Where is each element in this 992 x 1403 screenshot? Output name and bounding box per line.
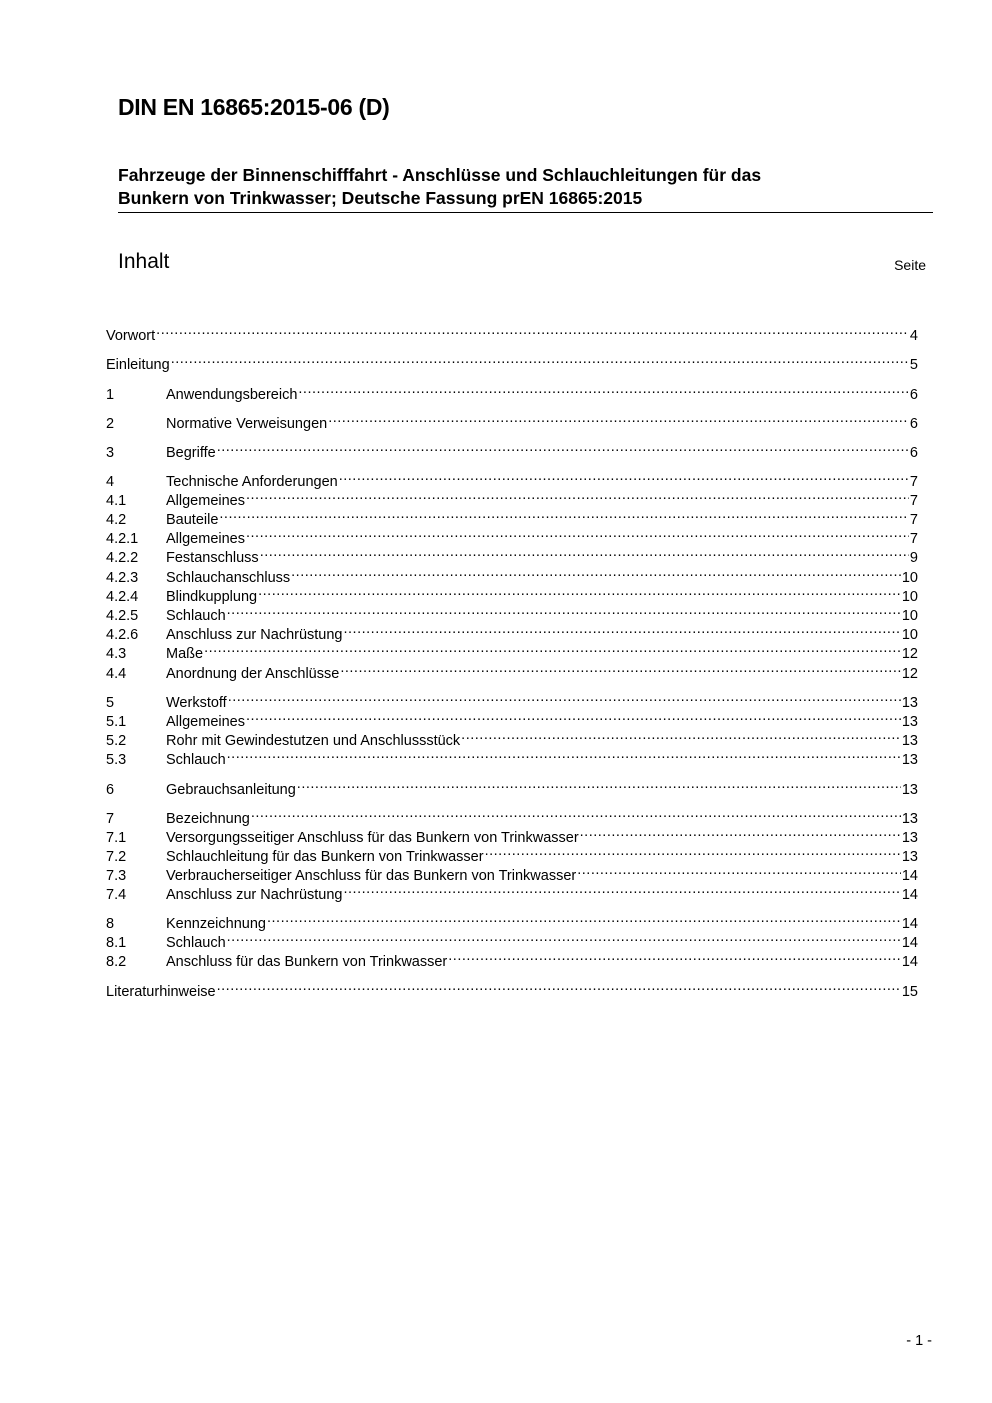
toc-dot-leader xyxy=(227,601,901,620)
toc-entry-page: 13 xyxy=(901,714,918,730)
toc-entry[interactable] xyxy=(106,620,918,643)
toc-entry[interactable] xyxy=(106,321,918,344)
toc-entry[interactable] xyxy=(106,467,918,490)
toc-entry[interactable] xyxy=(106,804,918,827)
subtitle-line-2: Bunkern von Trinkwasser; Deutsche Fassung prEN 16865:2015 xyxy=(118,188,643,208)
toc-entry-page: 13 xyxy=(901,830,918,846)
toc-heading: Inhalt xyxy=(118,250,170,273)
toc-entry-page: 7 xyxy=(909,493,918,509)
toc-entry-number: 7.4 xyxy=(106,887,127,903)
toc-entry[interactable] xyxy=(106,726,918,749)
toc-entry-title: Begriffe xyxy=(166,445,216,461)
toc-entry[interactable] xyxy=(106,563,918,586)
toc-entry[interactable] xyxy=(106,977,918,1000)
toc-entry-page: 13 xyxy=(901,811,918,827)
toc-entry-title: Verbraucherseitiger Anschluss für das Bunkern von Trinkwasser xyxy=(166,868,577,884)
toc-dot-leader xyxy=(267,909,901,928)
toc-entry[interactable] xyxy=(106,639,918,662)
toc-entry-title: Schlauchanschluss xyxy=(166,570,291,586)
toc-dot-leader xyxy=(291,563,901,582)
toc-entry[interactable] xyxy=(106,861,918,884)
toc-entry-title: Allgemeines xyxy=(166,714,245,730)
toc-dot-leader xyxy=(219,505,909,524)
toc-entry-page: 12 xyxy=(901,666,918,682)
toc-entry-title: Festanschluss xyxy=(166,550,259,566)
toc-entry-page: 14 xyxy=(901,887,918,903)
toc-entry-number: 4.2.6 xyxy=(106,627,139,643)
toc-entry-number: 4.2.3 xyxy=(106,570,139,586)
toc-dot-leader xyxy=(156,321,909,340)
toc-entry-number: 5 xyxy=(106,695,115,711)
toc-entry-page: 12 xyxy=(901,646,918,662)
toc-entry-title: Schlauch xyxy=(166,935,226,951)
toc-dot-leader xyxy=(344,620,901,639)
toc-entry-page: 13 xyxy=(901,695,918,711)
toc-entry[interactable] xyxy=(106,880,918,903)
toc-entry-title: Anwendungsbereich xyxy=(166,387,298,403)
toc-entry-number: 3 xyxy=(106,445,115,461)
toc-entry[interactable] xyxy=(106,380,918,403)
toc-dot-leader xyxy=(344,880,901,899)
toc-dot-leader xyxy=(204,639,901,658)
toc-entry[interactable] xyxy=(106,350,918,373)
toc-entry-number: 2 xyxy=(106,416,115,432)
toc-entry-title: Bezeichnung xyxy=(166,811,250,827)
toc-entry-title: Anschluss zur Nachrüstung xyxy=(166,627,343,643)
toc-entry-number: 8 xyxy=(106,916,115,932)
toc-entry-title: Anschluss für das Bunkern von Trinkwasser xyxy=(166,954,448,970)
toc-entry-title: Rohr mit Gewindestutzen und Anschlussstück xyxy=(166,733,461,749)
toc-entry-page: 10 xyxy=(901,608,918,624)
toc-dot-leader xyxy=(580,823,901,842)
toc-entry-title: Schlauch xyxy=(166,608,226,624)
toc-dot-leader xyxy=(328,409,909,428)
toc-entry[interactable] xyxy=(106,947,918,970)
toc-entry-number: 4.2.5 xyxy=(106,608,139,624)
toc-entry[interactable] xyxy=(106,601,918,624)
toc-entry-page: 10 xyxy=(901,570,918,586)
toc-entry-title: Normative Verweisungen xyxy=(166,416,328,432)
toc-entry-page: 10 xyxy=(901,589,918,605)
toc-entry-number: 7.3 xyxy=(106,868,127,884)
toc-entry-page: 13 xyxy=(901,733,918,749)
toc-dot-leader xyxy=(339,467,909,486)
toc-entry-number: 7.2 xyxy=(106,849,127,865)
toc-entry-title: Anschluss zur Nachrüstung xyxy=(166,887,343,903)
toc-entry-page: 9 xyxy=(909,550,918,566)
toc-entry-page: 14 xyxy=(901,868,918,884)
toc-entry-page: 14 xyxy=(901,935,918,951)
toc-dot-leader xyxy=(461,726,901,745)
toc-dot-leader xyxy=(246,486,909,505)
toc-dot-leader xyxy=(171,350,909,369)
toc-entry-title: Einleitung xyxy=(106,357,170,373)
toc-entry-title: Schlauch xyxy=(166,752,226,768)
toc-entry-page: 6 xyxy=(909,416,918,432)
toc-entry[interactable] xyxy=(106,543,918,566)
toc-entry[interactable] xyxy=(106,775,918,798)
toc-entry-title: Technische Anforderungen xyxy=(166,474,338,490)
toc-entry[interactable] xyxy=(106,909,918,932)
toc-dot-leader xyxy=(577,861,901,880)
toc-entry-page: 15 xyxy=(901,984,918,1000)
toc-entry[interactable] xyxy=(106,928,918,951)
toc-dot-leader xyxy=(227,745,901,764)
toc-entry-title: Allgemeines xyxy=(166,493,245,509)
toc-entry-number: 4.1 xyxy=(106,493,127,509)
toc-entry-page: 5 xyxy=(909,357,918,373)
toc-entry-title: Anordnung der Anschlüsse xyxy=(166,666,340,682)
toc-entry[interactable] xyxy=(106,823,918,846)
toc-entry-page: 6 xyxy=(909,387,918,403)
toc-entry-number: 5.3 xyxy=(106,752,127,768)
toc-dot-leader xyxy=(260,543,909,562)
toc-entry[interactable] xyxy=(106,438,918,461)
toc-dot-leader xyxy=(485,842,901,861)
toc-entry[interactable] xyxy=(106,505,918,528)
toc-dot-leader xyxy=(217,977,901,996)
toc-entry-number: 4.4 xyxy=(106,666,127,682)
toc-entry-number: 1 xyxy=(106,387,115,403)
document-title: DIN EN 16865:2015-06 (D) xyxy=(118,94,390,120)
toc-entry-page: 13 xyxy=(901,849,918,865)
toc-page-label: Seite xyxy=(894,257,926,273)
toc-dot-leader xyxy=(246,524,909,543)
toc-entry-title: Gebrauchsanleitung xyxy=(166,782,296,798)
toc-entry-title: Maße xyxy=(166,646,204,662)
toc-entry[interactable] xyxy=(106,707,918,730)
toc-dot-leader xyxy=(258,582,901,601)
toc-entry-number: 5.1 xyxy=(106,714,127,730)
toc-entry-title: Blindkupplung xyxy=(166,589,258,605)
toc-entry-title: Allgemeines xyxy=(166,531,245,547)
toc-dot-leader xyxy=(228,688,901,707)
toc-entry-page: 6 xyxy=(909,445,918,461)
toc-entry-page: 7 xyxy=(909,512,918,528)
toc-entry[interactable] xyxy=(106,659,918,682)
toc-entry-title: Schlauchleitung für das Bunkern von Trinkwasser xyxy=(166,849,484,865)
page-number: - 1 - xyxy=(906,1333,932,1349)
subtitle-line-1: Fahrzeuge der Binnenschifffahrt - Anschlüsse und Schlauchleitungen für das xyxy=(118,165,762,185)
toc-dot-leader xyxy=(298,380,909,399)
table-of-contents xyxy=(106,0,918,1403)
toc-dot-leader xyxy=(340,659,901,678)
toc-entry-number: 4.3 xyxy=(106,646,127,662)
toc-dot-leader xyxy=(297,775,901,794)
toc-entry-page: 13 xyxy=(901,752,918,768)
toc-entry-number: 4 xyxy=(106,474,115,490)
toc-entry-number: 8.1 xyxy=(106,935,127,951)
toc-entry[interactable] xyxy=(106,486,918,509)
toc-entry[interactable] xyxy=(106,688,918,711)
toc-entry[interactable] xyxy=(106,745,918,768)
toc-dot-leader xyxy=(217,438,909,457)
toc-entry-page: 7 xyxy=(909,474,918,490)
toc-entry[interactable] xyxy=(106,409,918,432)
toc-entry-title: Werkstoff xyxy=(166,695,227,711)
toc-entry[interactable] xyxy=(106,524,918,547)
toc-entry-page: 7 xyxy=(909,531,918,547)
toc-entry-page: 14 xyxy=(901,916,918,932)
toc-entry-number: 6 xyxy=(106,782,115,798)
toc-entry-title: Vorwort xyxy=(106,328,156,344)
toc-entry-title: Kennzeichnung xyxy=(166,916,266,932)
toc-entry-number: 4.2.1 xyxy=(106,531,139,547)
toc-entry-page: 13 xyxy=(901,782,918,798)
toc-entry-number: 4.2 xyxy=(106,512,127,528)
toc-entry-title: Versorgungsseitiger Anschluss für das Bunkern von Trinkwasser xyxy=(166,830,579,846)
toc-entry-page: 14 xyxy=(901,954,918,970)
toc-entry-title: Bauteile xyxy=(166,512,219,528)
toc-entry-page: 10 xyxy=(901,627,918,643)
toc-dot-leader xyxy=(246,707,901,726)
toc-entry-title: Literaturhinweise xyxy=(106,984,216,1000)
toc-entry-page: 4 xyxy=(909,328,918,344)
toc-entry[interactable] xyxy=(106,582,918,605)
toc-entry-number: 4.2.2 xyxy=(106,550,139,566)
toc-entry-number: 8.2 xyxy=(106,954,127,970)
toc-dot-leader xyxy=(448,947,901,966)
toc-entry-number: 7.1 xyxy=(106,830,127,846)
toc-dot-leader xyxy=(251,804,901,823)
toc-entry-number: 4.2.4 xyxy=(106,589,139,605)
toc-entry-number: 7 xyxy=(106,811,115,827)
toc-entry[interactable] xyxy=(106,842,918,865)
toc-entry-number: 5.2 xyxy=(106,733,127,749)
toc-dot-leader xyxy=(227,928,901,947)
